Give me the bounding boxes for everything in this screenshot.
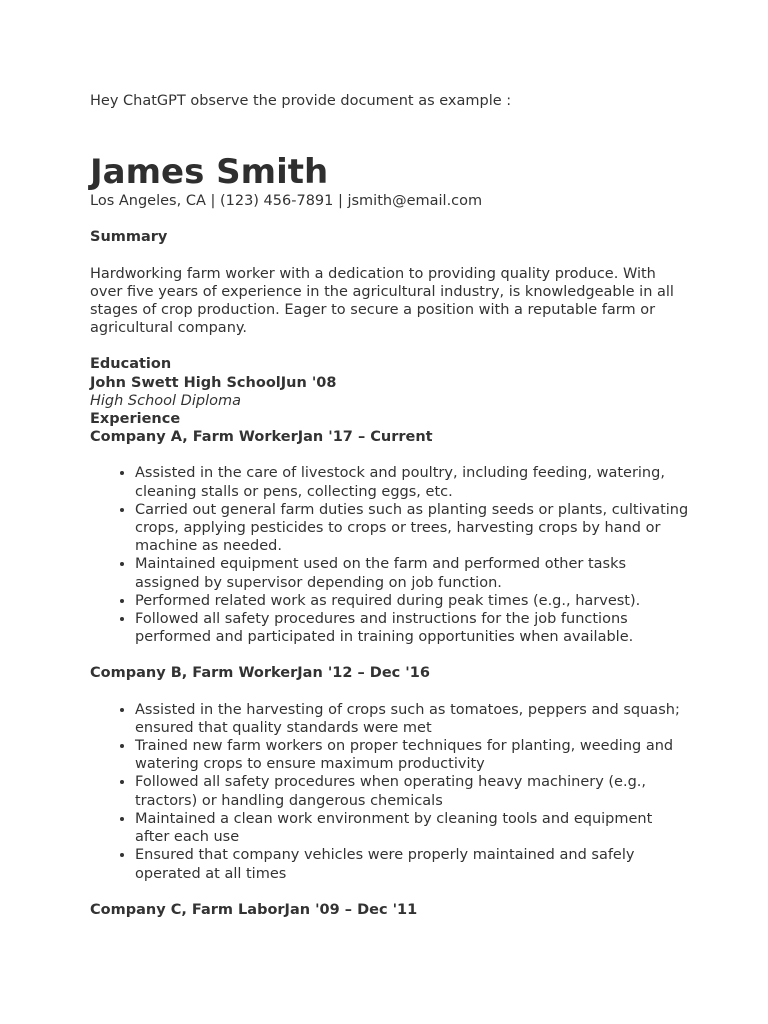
job-title-company-a: Company A, Farm WorkerJan '17 – Current — [90, 429, 433, 446]
job-title-company-b: Company B, Farm WorkerJan '12 – Dec '16 — [90, 665, 430, 682]
education-school: John Swett High SchoolJun '08 — [90, 374, 337, 391]
list-item: • Maintained equipment used on the farm and performed other tasks assigned by supervisor depending on job function. — [135, 555, 690, 591]
job-title-company-c: Company C, Farm LaborJan '09 – Dec '11 — [90, 901, 418, 918]
summary-heading: Summary — [90, 229, 168, 246]
list-item: • Maintained a clean work environment by cleaning tools and equipment after each use — [135, 810, 690, 846]
list-item: • Followed all safety procedures and instructions for the job functions performed and participated in training opportunities when available. — [135, 610, 690, 646]
list-item: • Followed all safety procedures when operating heavy machinery (e.g., tractors) or handling dangerous chemicals — [135, 773, 690, 809]
job-bullets-company-b — [90, 701, 690, 883]
list-item: • Ensured that company vehicles were properly maintained and safely operated at all times — [135, 846, 690, 882]
resume-name: James Smith — [90, 152, 329, 193]
list-item: • Assisted in the care of livestock and poultry, including feeding, watering, cleaning stalls or pens, collecting eggs, etc. — [135, 464, 690, 500]
list-item: • Assisted in the harvesting of crops such as tomatoes, peppers and squash; ensured that quality standards were met — [135, 701, 690, 737]
education-degree: High School Diploma — [90, 392, 241, 409]
list-item: • Carried out general farm duties such as planting seeds or plants, cultivating crops, applying pesticides to crops or trees, harvesting crops by hand or machine as needed. — [135, 501, 690, 556]
intro-text: Hey ChatGPT observe the provide document as example : — [90, 93, 512, 109]
summary-text: Hardworking farm worker with a dedication to providing quality produce. With over five years of experience in the agricultural industry, is knowledgeable in all stages of crop production. Eager to secure a position with a reputable farm or agricultural company. — [90, 265, 674, 337]
experience-heading: Experience — [90, 411, 181, 428]
list-item: • Performed related work as required during peak times (e.g., harvest). — [135, 592, 690, 610]
resume-document — [90, 92, 690, 919]
list-item: • Trained new farm workers on proper techniques for planting, weeding and watering crops to ensure maximum productivity — [135, 737, 690, 773]
contact-line: Los Angeles, CA | (123) 456-7891 | jsmith@email.com — [90, 193, 483, 210]
education-heading: Education — [90, 356, 172, 373]
job-bullets-company-a — [90, 464, 690, 646]
